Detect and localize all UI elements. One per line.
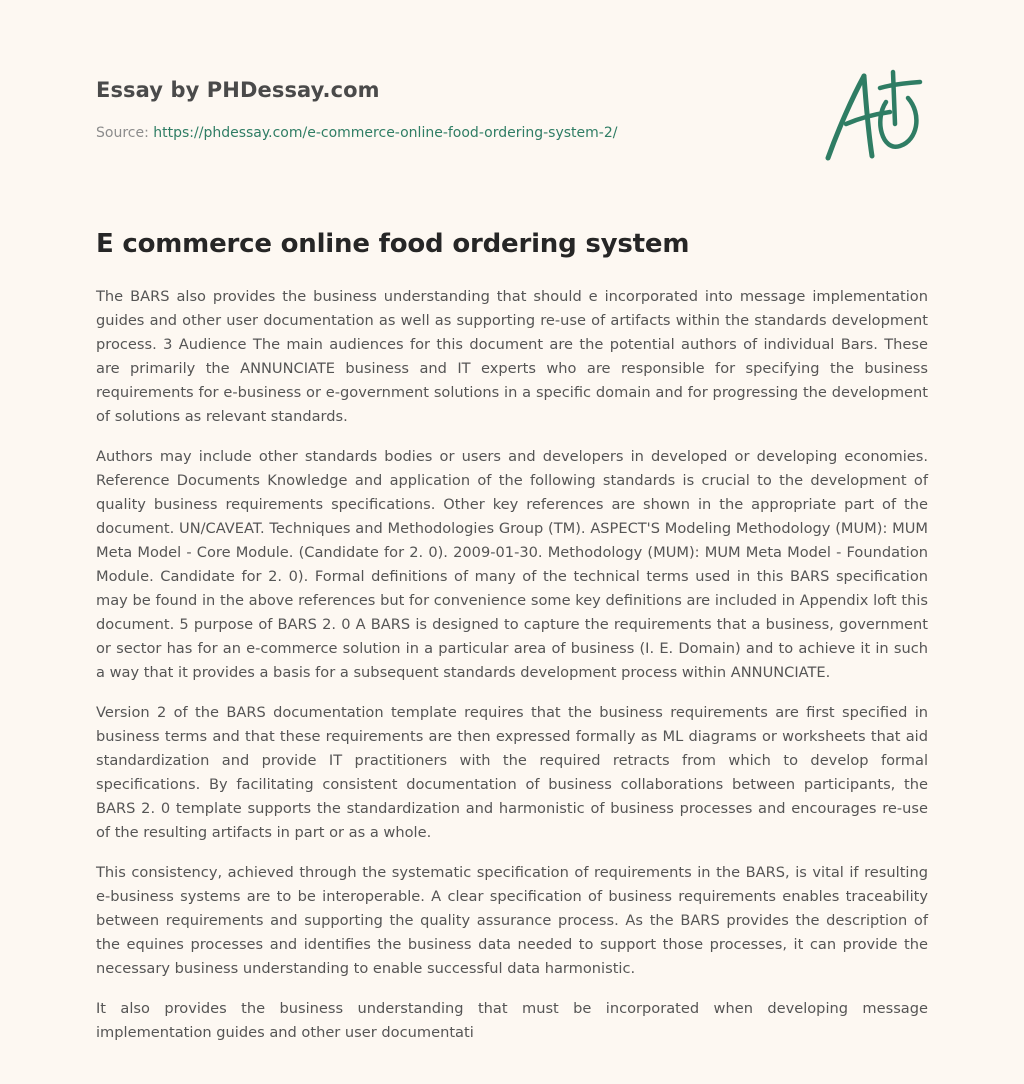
article-title: E commerce online food ordering system [96,229,690,259]
paragraph: This consistency, achieved through the systematic specification of requirements in the BARS, is vital if resulting e-business systems are to be interoperable. A clear specification of business requirements enables traceability between requirements and supporting the quality assurance process. As the BARS provides the description of the equines processes and identifies the business data needed to support those processes, it can provide the necessary business understanding to enable successful data harmonistic. [96,864,928,977]
site-name: Essay by PHDessay.com [96,78,380,102]
paragraph: Version 2 of the BARS documentation template requires that the business requirements are first specified in business terms and that these requirements are then expressed formally as ML diagrams or worksheets that aid standardization and provide IT practitioners with the required retracts from which to develop formal specifications. By facilitating consistent documentation of business collaborations between participants, the BARS 2. 0 template supports the standardization and harmonistic of business processes and encourages re-use of the resulting artifacts in part or as a whole. [96,704,928,841]
header [96,0,928,190]
paragraph: Authors may include other standards bodies or users and developers in developed or developing economies. Reference Documents Knowledge and application of the following standards is crucial to the development of quality business requirements specifications. Other key references are shown in the appropriate part of the document. UN/CAVEAT. Techniques and Methodologies Group (TM). ASPECT'S Modeling Methodology (MUM): MUM Meta Model - Core Module. (Candidate for 2. 0). 2009-01-30. Methodology (MUM): MUM Meta Model - Foundation Module. Candidate for 2. 0). Formal definitions of many of the technical terms used in this BARS specification may be found in the above references but for convenience some key definitions are included in Appendix loft this document. 5 purpose of BARS 2. 0 A BARS is designed to capture the requirements that a business, government or sector has for an e-commerce solution in a particular area of business (I. E. Domain) and to achieve it in such a way that it provides a basis for a subsequent standards development process within ANNUNCIATE. [96,448,928,681]
page [96,0,928,1041]
paragraph: It also provides the business understanding that must be incorporated when developing message implementation guides and other user documentati [96,1000,928,1041]
article-body [96,285,928,1061]
a-plus-logo-icon [822,68,926,164]
source-line [96,124,617,142]
source-label: Source: [96,125,149,141]
source-link[interactable]: https://phdessay.com/e-commerce-online-food-ordering-system-2/ [153,125,618,141]
paragraph: The BARS also provides the business understanding that should e incorporated into message implementation guides and other user documentation as well as supporting re-use of artifacts within the standards development process. 3 Audience The main audiences for this document are the potential authors of individual Bars. These are primarily the ANNUNCIATE business and IT experts who are responsible for specifying the business requirements for e-business or e-government solutions in a specific domain and for progressing the development of solutions as relevant standards. [96,288,928,425]
